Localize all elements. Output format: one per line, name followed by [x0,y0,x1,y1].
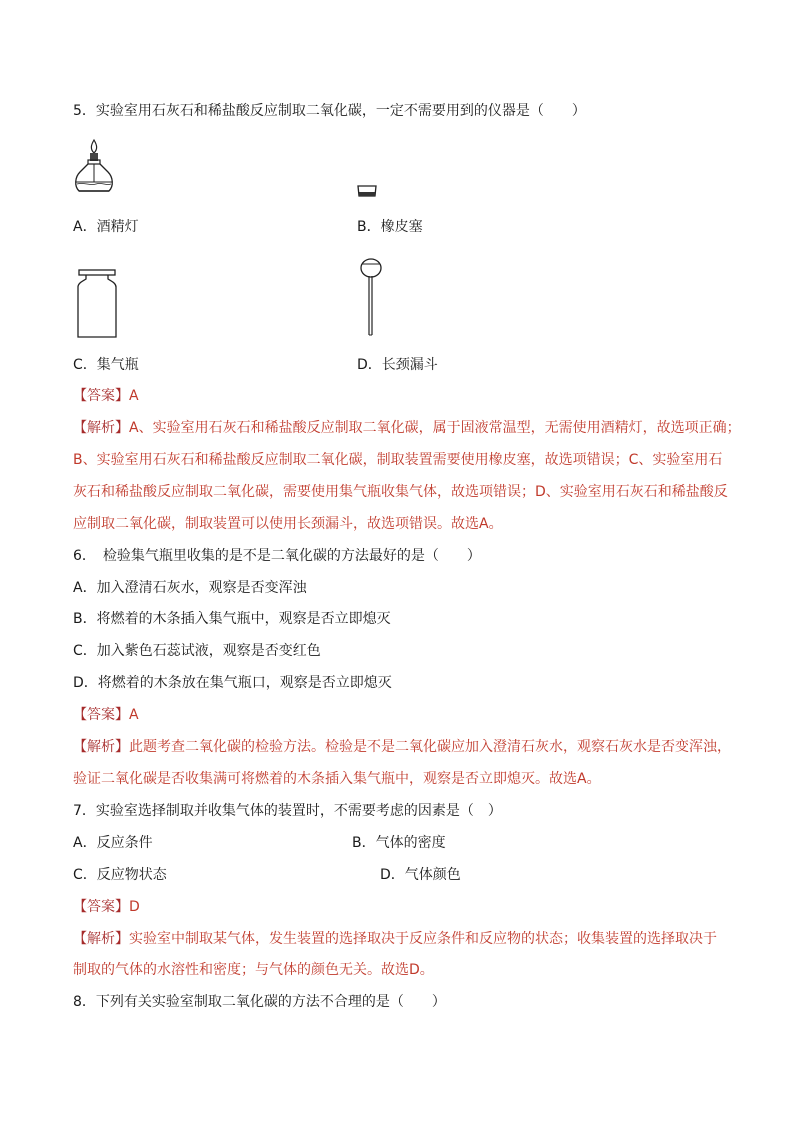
answer-value: A [129,707,139,723]
q7-answer [73,897,140,917]
rubber-stopper-icon [355,183,379,199]
q7-option-b: B．气体的密度 [352,835,446,851]
q5-analysis-line-3: 灰石和稀盐酸反应制取二氧化碳，需要使用集气瓶收集气体，故选项错误；D、实验室用石灰石和稀盐酸反 [73,484,728,500]
q6-option-b: B．将燃着的木条插入集气瓶中，观察是否立即熄灭 [73,611,391,627]
answer-value: D [129,899,140,915]
q6-analysis-line-2: 验证二氧化碳是否收集满可将燃着的木条插入集气瓶中，观察是否立即熄灭。故选A。 [73,771,601,787]
q8-stem: 8．下列有关实验室制取二氧化碳的方法不合理的是（ ） [73,994,446,1010]
q5-option-a: A．酒精灯 [73,219,139,235]
answer-value: A [129,388,139,404]
gas-jar-icon [73,267,121,341]
analysis-tag: 【解析】 [73,420,129,436]
analysis-text: A、实验室用石灰石和稀盐酸反应制取二氧化碳，属于固液常温型，无需使用酒精灯，故选项正确； [129,420,741,436]
alcohol-lamp-icon [70,136,118,196]
answer-tag: 【答案】 [73,388,129,404]
long-neck-funnel-icon [357,255,385,339]
q6-option-d: D．将燃着的木条放在集气瓶口，观察是否立即熄灭 [73,675,392,691]
q6-answer [73,705,139,725]
q7-analysis-line-1 [73,929,717,949]
q5-analysis-line-2: B、实验室用石灰石和稀盐酸反应制取二氧化碳，制取装置需要使用橡皮塞，故选项错误；C、实验室用石 [73,452,723,468]
q6-stem: 6． 检验集气瓶里收集的是不是二氧化碳的方法最好的是（ ） [73,548,481,564]
q5-answer [73,386,139,406]
q7-analysis-line-2: 制取的气体的水溶性和密度；与气体的颜色无关。故选D。 [73,962,434,978]
q5-option-b: B．橡皮塞 [357,219,423,235]
q5-stem: 5．实验室用石灰石和稀盐酸反应制取二氧化碳，一定不需要用到的仪器是（ ） [73,103,586,119]
q7-option-d: D．气体颜色 [380,867,461,883]
analysis-tag: 【解析】 [73,931,129,947]
analysis-text: 实验室中制取某气体，发生装置的选择取决于反应条件和反应物的状态；收集装置的选择取决于 [129,931,717,947]
q5-option-d: D．长颈漏斗 [357,357,438,373]
analysis-text: 此题考查二氧化碳的检验方法。检验是不是二氧化碳应加入澄清石灰水，观察石灰水是否变浑浊， [129,739,731,755]
answer-tag: 【答案】 [73,707,129,723]
q5-analysis-line-1 [73,418,741,438]
q6-option-c: C．加入紫色石蕊试液，观察是否变红色 [73,643,321,659]
q5-analysis-line-4: 应制取二氧化碳，制取装置可以使用长颈漏斗，故选项错误。故选A。 [73,516,503,532]
q7-stem: 7．实验室选择制取并收集气体的装置时，不需要考虑的因素是（ ） [73,803,502,819]
answer-tag: 【答案】 [73,899,129,915]
q6-option-a: A．加入澄清石灰水，观察是否变浑浊 [73,580,307,596]
q6-analysis-line-1 [73,737,731,757]
q7-option-c: C．反应物状态 [73,867,167,883]
q7-option-a: A．反应条件 [73,835,153,851]
q5-option-c: C．集气瓶 [73,357,139,373]
analysis-tag: 【解析】 [73,739,129,755]
